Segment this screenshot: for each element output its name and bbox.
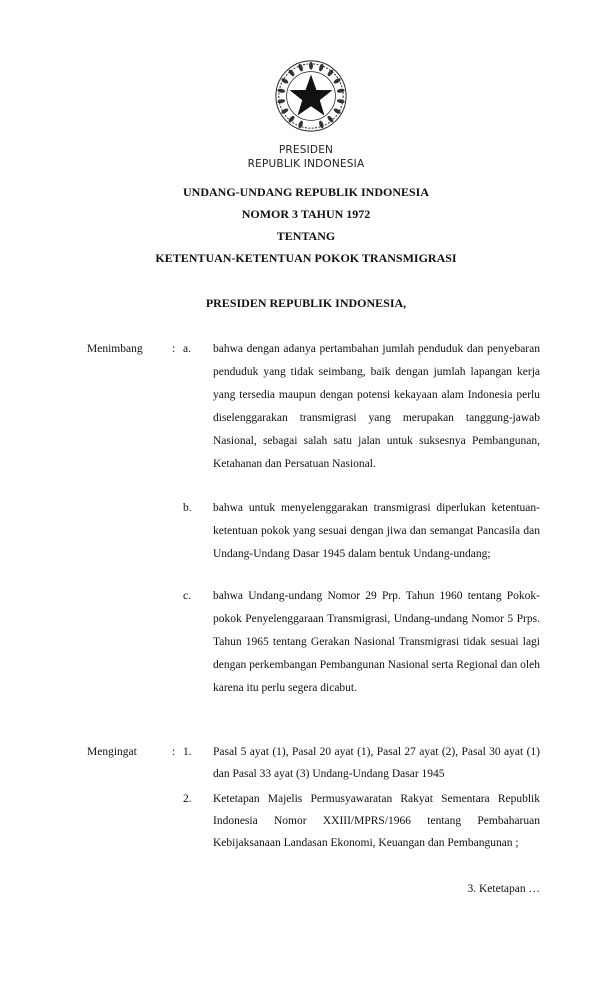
menimbang-item-c: bahwa Undang-undang Nomor 29 Prp. Tahun 1960 tentang Pokok-pokok Penyelenggaraan Transmigrasi, Undang-undang Nomor 5 Prps. Tahun 1965 tentang Gerakan Nasional Transmigrasi tidak sesuai lagi dengan perkembangan Pembangunan Nasional serta Regional dan oleh karena itu perlu segera dicabut. bbox=[213, 590, 540, 694]
title-line-2: NOMOR 3 TAHUN 1972 bbox=[241, 207, 371, 221]
mengingat-label: Mengingat bbox=[87, 746, 137, 758]
menimbang-marker-b: b. bbox=[183, 502, 192, 514]
menimbang-marker-a: a. bbox=[183, 343, 191, 355]
title-line-3: TENTANG bbox=[276, 229, 336, 243]
menimbang-label: Menimbang bbox=[87, 343, 143, 355]
title-line-4: KETENTUAN-KETENTUAN POKOK TRANSMIGRASI bbox=[155, 251, 457, 265]
mengingat-colon: : bbox=[172, 746, 176, 758]
mengingat-marker-2: 2. bbox=[183, 793, 192, 805]
header-republik: REPUBLIK INDONESIA bbox=[247, 158, 365, 170]
menimbang-colon: : bbox=[172, 343, 176, 355]
title-line-1: UNDANG-UNDANG REPUBLIK INDONESIA bbox=[182, 185, 430, 199]
page-continuation: 3. Ketetapan … bbox=[467, 883, 540, 895]
menimbang-item-b: bahwa untuk menyelenggarakan transmigrasi diperlukan ketentuan-ketentuan pokok yang sesuai dengan jiwa dan semangat Pancasila dan Undang-Undang Dasar 1945 dalam bentuk Undang-undang; bbox=[213, 502, 540, 560]
mengingat-item-2: Ketetapan Majelis Permusyawaratan Rakyat Sementara Republik Indonesia Nomor XXIII/MPRS/1966 tentang Pembaharuan Kebijaksanaan Landasan Ekonomi, Keuangan dan Pembangunan ; bbox=[213, 793, 540, 849]
preamble: PRESIDEN REPUBLIK INDONESIA, bbox=[205, 296, 407, 310]
menimbang-marker-c: c. bbox=[183, 590, 191, 602]
header-presiden: PRESIDEN bbox=[278, 144, 334, 156]
mengingat-marker-1: 1. bbox=[183, 746, 192, 758]
mengingat-item-1: Pasal 5 ayat (1), Pasal 20 ayat (1), Pasal 27 ayat (2), Pasal 30 ayat (1) dan Pasal 33 ayat (3) Undang-Undang Dasar 1945 bbox=[213, 746, 540, 780]
menimbang-item-a: bahwa dengan adanya pertambahan jumlah penduduk dan penyebaran penduduk yang tidak seimbang, baik dengan jumlah lapangan kerja yang tersedia maupun dengan potensi kekayaan alam Indonesia perlu diselenggarakan transmigrasi yang merupakan tanggung-jawab Nasional, sebagai salah satu jalan untuk suksesnya Pembangunan, Ketahanan dan Persatuan Nasional. bbox=[213, 343, 540, 470]
garuda-star-emblem-icon bbox=[272, 57, 350, 135]
